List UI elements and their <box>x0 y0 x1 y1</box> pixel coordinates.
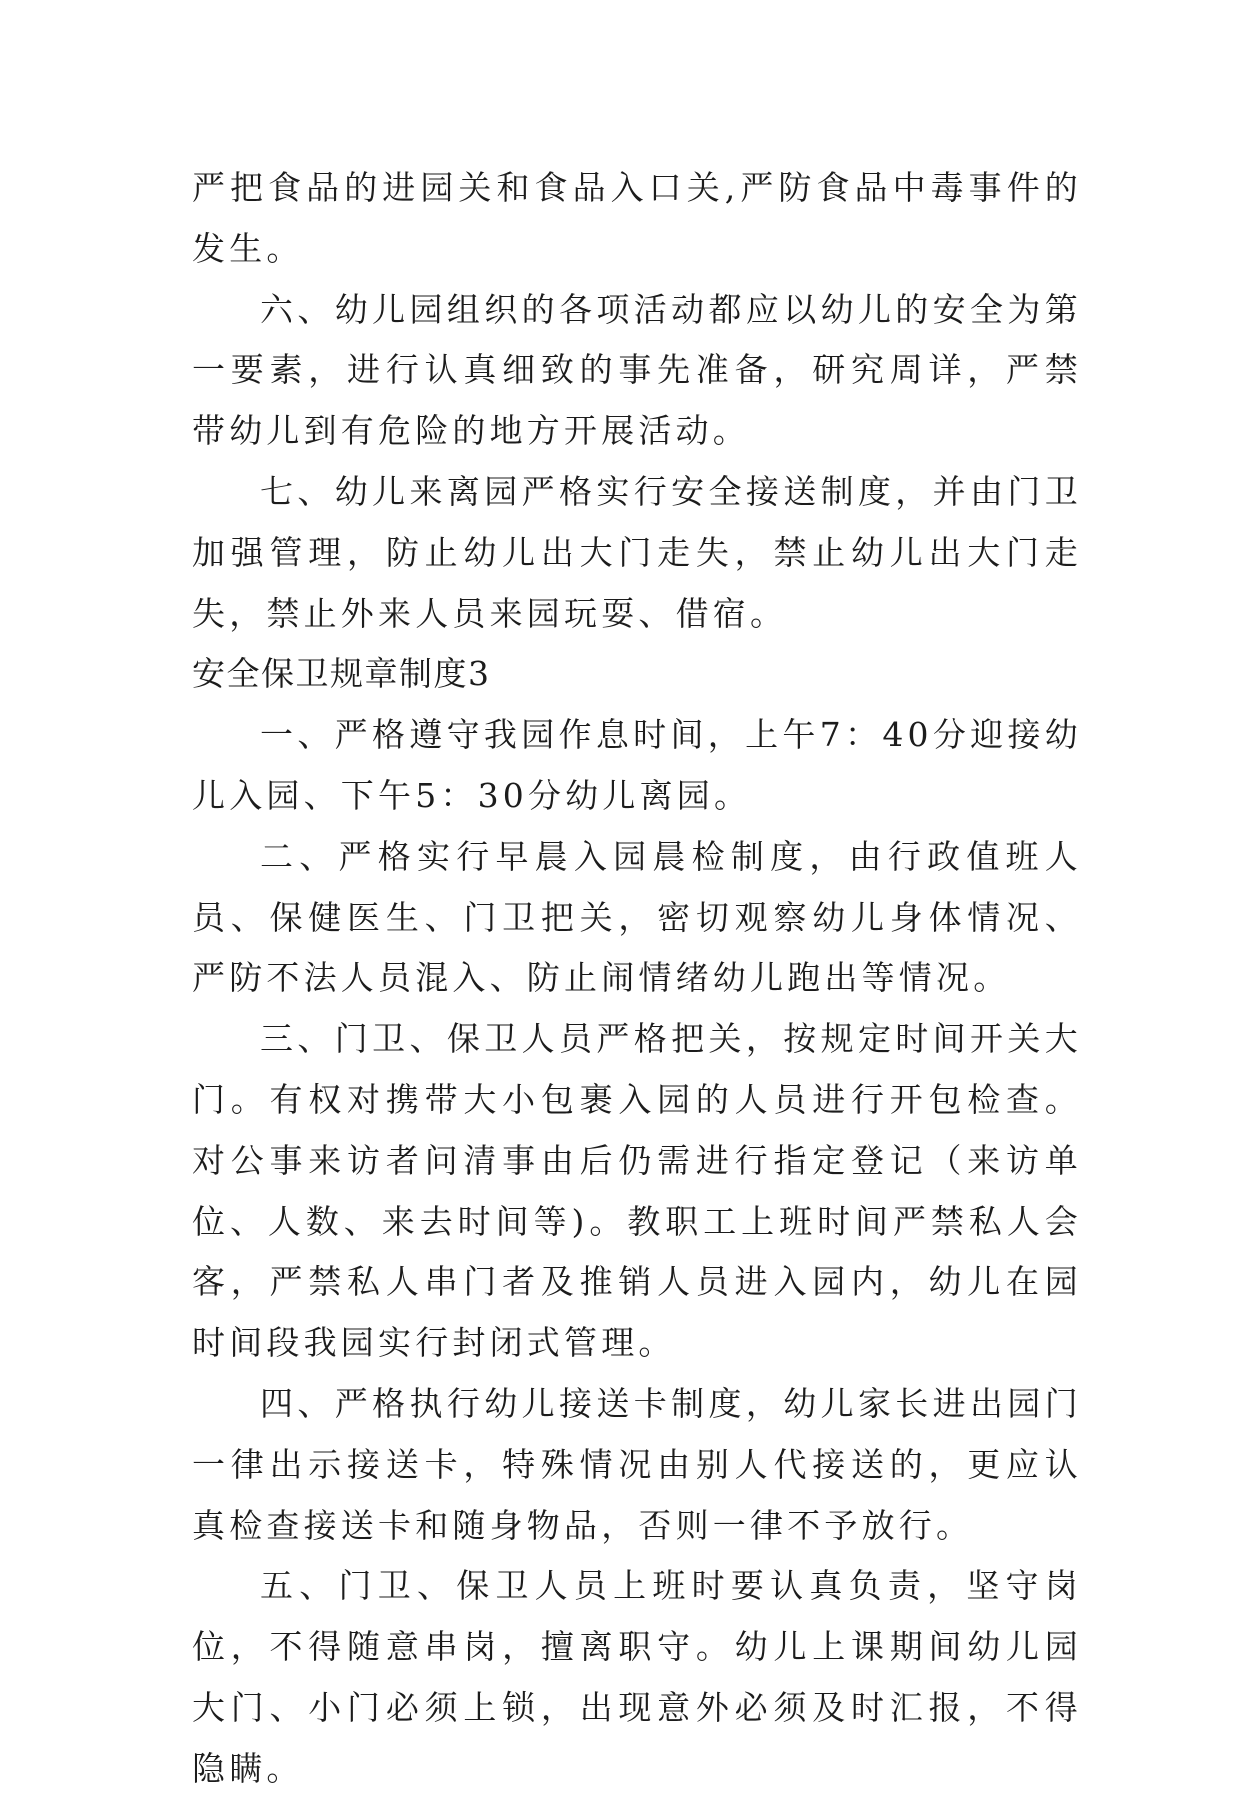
paragraph-item-4: 四、严格执行幼儿接送卡制度，幼儿家长进出园门一律出示接送卡，特殊情况由别人代接送的，更应认真检查接送卡和随身物品，否则一律不予放行。 <box>192 1383 1082 1545</box>
paragraph-item-1: 一、严格遵守我园作息时间，上午7：40分迎接幼儿入园、下午5：30分幼儿离园。 <box>192 715 1082 815</box>
paragraph-item-5: 五、门卫、保卫人员上班时要认真负责，坚守岗位，不得随意串岗，擅离职守。幼儿上课期间幼儿园大门、小门必须上锁，出现意外必须及时汇报，不得隐瞒。 <box>192 1566 1082 1788</box>
document-body <box>192 158 1082 1800</box>
paragraph-item-3: 三、门卫、保卫人员严格把关，按规定时间开关大门。有权对携带大小包裹入园的人员进行开包检查。对公事来访者问清事由后仍需进行指定登记（来访单位、人数、来去时间等)。教职工上班时间严禁私人会客，严禁私人串门者及推销人员进入园内，幼儿在园时间段我园实行封闭式管理。 <box>192 1019 1082 1363</box>
paragraph-continuation: 严把食品的进园关和食品入口关,严防食品中毒事件的发生。 <box>192 168 1082 268</box>
paragraph-item-2: 二、严格实行早晨入园晨检制度，由行政值班人员、保健医生、门卫把关，密切观察幼儿身体情况、严防不法人员混入、防止闹情绪幼儿跑出等情况。 <box>192 836 1082 998</box>
paragraph-item-7: 七、幼儿来离园严格实行安全接送制度，并由门卫加强管理，防止幼儿出大门走失，禁止幼儿出大门走失，禁止外来人员来园玩耍、借宿。 <box>192 471 1082 633</box>
section-heading: 安全保卫规章制度3 <box>192 654 491 694</box>
paragraph-item-6: 六、幼儿园组织的各项活动都应以幼儿的安全为第一要素，进行认真细致的事先准备，研究周详，严禁带幼儿到有危险的地方开展活动。 <box>192 289 1082 451</box>
